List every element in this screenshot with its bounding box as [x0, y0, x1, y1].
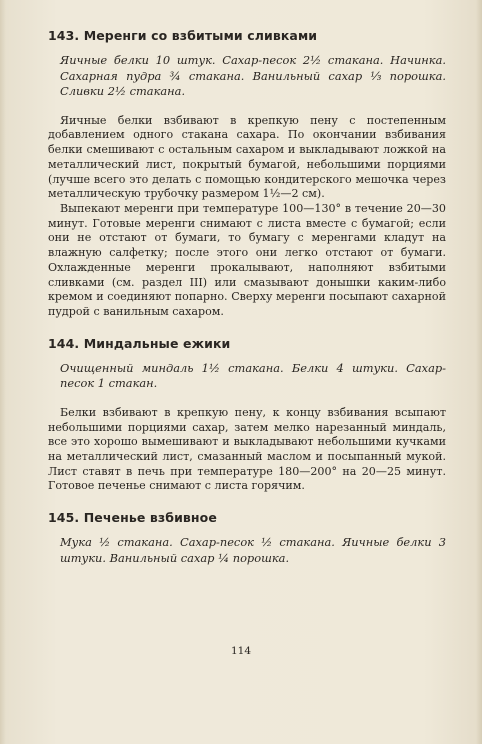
recipe-paragraph: Белки взбивают в крепкую пену, к концу взбивания всыпают небольшими порциями сахар, затем мелко нарезанный миндаль, все это хорошо вымешивают и выкладывают небольшими кучками на металлический лист, смазанный маслом и посыпанный мукой. Лист ставят в печь при температуре 180—200° на 20—25 минут. Готовое печенье снимают с листа горячим. — [48, 405, 446, 493]
page-edge-shadow-left — [0, 0, 6, 744]
recipe-paragraph: Выпекают меренги при температуре 100—130° в течение 20—30 минут. Готовые меренги снимают с листа вместе с бумагой; если они не отстают от бумаги, то бумагу с меренгами кладут на влажную салфетку; после этого они легко отстают от бумаги. Охлажденные меренги прокалывают, наполняют взбитыми сливками (см. раздел III) или смазывают донышки каким-либо кремом и соединяют попарно. Сверху меренги посыпают сахарной пудрой с ванильным сахаром. — [48, 202, 446, 318]
recipe-title: 145. Печенье взбивное — [48, 510, 217, 526]
recipe-143 — [48, 28, 446, 320]
recipe-title: 143. Меренги со взбитыми сливками — [48, 28, 318, 43]
recipe-ingredients: Яичные белки 10 штук. Сахар-песок 2½ стакана. Начинка. Сахарная пудра ¾ стакана. Ванильный сахар ⅓ порошка. Сливки 2½ стакана. — [60, 53, 446, 99]
page-edge-shadow-right — [476, 0, 482, 744]
recipe-145 — [48, 510, 446, 566]
recipe-ingredients: Мука ½ стакана. Сахар-песок ½ стакана. Яичные белки 3 штуки. Ванильный сахар ¼ порошка. — [60, 535, 446, 565]
recipe-title: 144. Миндальные ежики — [48, 335, 231, 351]
recipe-144 — [48, 336, 446, 494]
page-number: 114 — [230, 645, 252, 657]
recipe-paragraph: Яичные белки взбивают в крепкую пену с постепенным добавлением одного стакана сахара. По окончании взбивания белки смешивают с остальным сахаром и выкладывают ложкой на металлический лист, покрытый бумагой, небольшими порциями (лучше всего это делать с помощью кондитерского мешочка через металлическую трубочку размером 1½—2 см). — [48, 113, 446, 201]
recipe-ingredients: Очищенный миндаль 1½ стакана. Белки 4 штуки. Сахар-песок 1 стакан. — [60, 360, 446, 391]
